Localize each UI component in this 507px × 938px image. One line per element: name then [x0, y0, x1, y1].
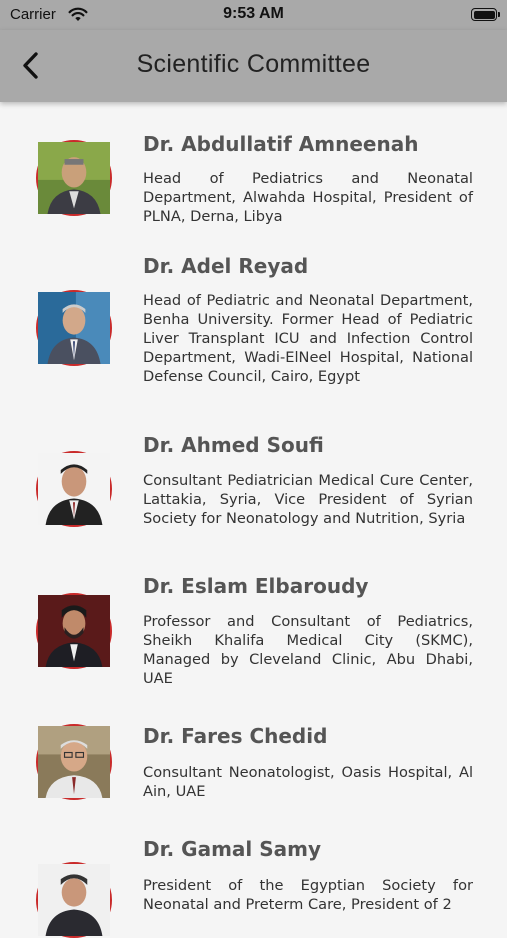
- member-name: Dr. Fares Chedid: [143, 724, 328, 748]
- navigation-bar: [0, 30, 507, 102]
- member-name: Dr. Ahmed Soufi: [143, 433, 324, 457]
- page-title: Scientific Committee: [136, 50, 371, 78]
- member-description: President of the Egyptian Society for Neonatal and Preterm Care, President of 2: [143, 877, 473, 913]
- member-description: Consultant Neonatologist, Oasis Hospital, Al Ain, UAE: [143, 764, 473, 800]
- avatar: [36, 140, 112, 216]
- member-description: Professor and Consultant of Pediatrics, Sheikh Khalifa Medical City (SKMC), Managed by Cleveland Clinic, Abu Dhabi, UAE: [143, 613, 473, 687]
- member-description: Head of Pediatrics and Neonatal Department, Alwahda Hospital, President of PLNA, Derna, Libya: [143, 170, 473, 225]
- avatar: [36, 451, 112, 527]
- clock: 9:53 AM: [223, 5, 284, 22]
- carrier-label: Carrier: [10, 6, 56, 23]
- member-description: Consultant Pediatrician Medical Cure Center, Lattakia, Syria, Vice President of Syrian Society for Neonatology and Nutrition, Syria: [143, 472, 473, 527]
- member-name: Dr. Gamal Samy: [143, 837, 322, 861]
- member-name: Dr. Eslam Elbaroudy: [143, 574, 369, 598]
- avatar: [36, 862, 112, 938]
- avatar: [36, 724, 112, 800]
- battery-icon: [471, 8, 497, 21]
- member-name: Dr. Adel Reyad: [143, 254, 309, 278]
- avatar: [36, 593, 112, 669]
- member-name: Dr. Abdullatif Amneenah: [143, 132, 419, 156]
- avatar: [36, 290, 112, 366]
- member-description: Head of Pediatric and Neonatal Department, Benha University. Former Head of Pediatric Liver Transplant ICU and Infection Control Department, Wadi-ElNeel Hospital, National Defense Council, Cairo, Egypt: [143, 292, 473, 385]
- status-bar: [0, 0, 507, 30]
- committee-list[interactable]: [0, 102, 507, 913]
